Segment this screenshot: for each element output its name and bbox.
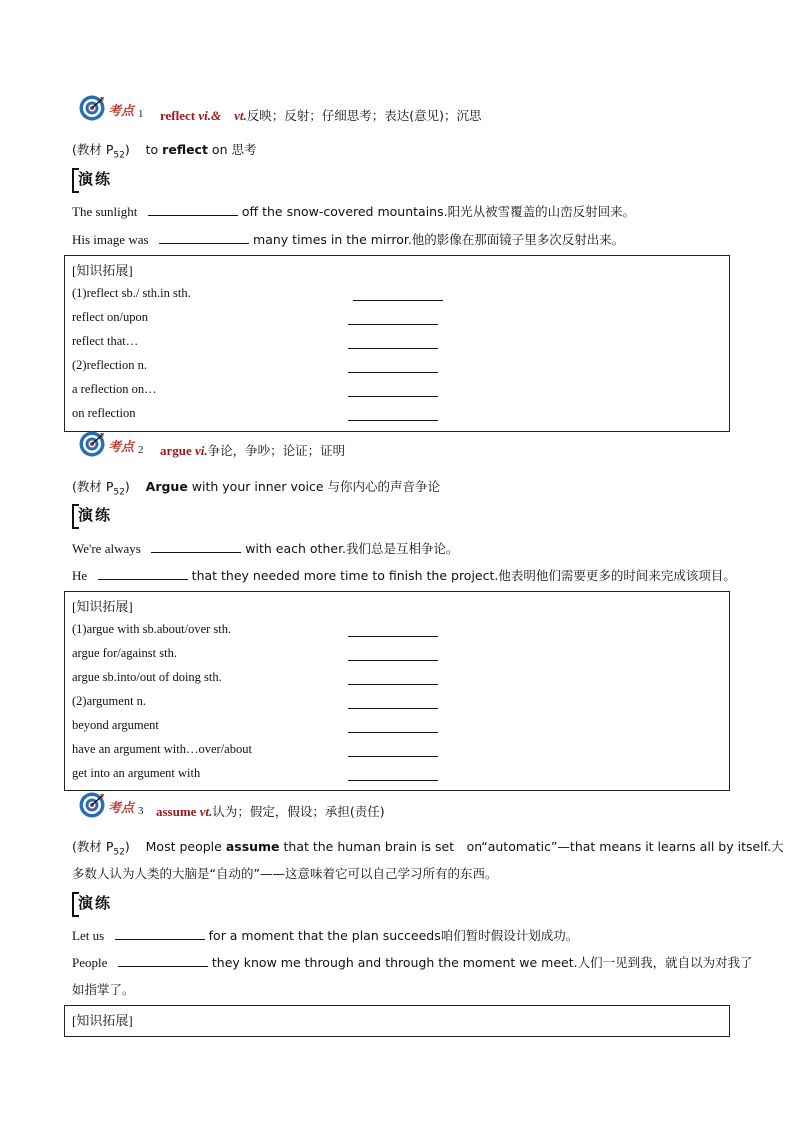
exercise-2-1: We're always with each other.我们总是互相争论。 (72, 541, 459, 556)
source-suffix: ) (124, 142, 130, 157)
answer-blank[interactable] (348, 779, 438, 781)
box-item: on reflection (72, 406, 136, 420)
textbook-source-3: (教材 $P_{52}$) Most people assume that the human brain is set on“automatic”—that means it learns all by itself.大 (72, 839, 784, 858)
exercise-3-1: Let us for a moment that the plan succeeds咱们暂时假设计划成功。 (72, 928, 579, 943)
box-heading: [知识拓展] (72, 263, 133, 278)
meaning: 反映；反射；仔细思考；表达(意见)；沉思 (246, 108, 482, 123)
kaodian-entry (160, 105, 482, 124)
source-phrase-bold: reflect (162, 142, 208, 157)
box-item: (2)reflection n. (72, 358, 147, 372)
box-item: beyond argument (72, 718, 159, 732)
part-of-speech: vt. (199, 804, 213, 819)
kaodian-label: 考点 (108, 801, 135, 816)
answer-blank[interactable] (98, 567, 188, 580)
answer-blank[interactable] (348, 755, 438, 757)
headword: reflect (160, 108, 196, 123)
source-phrase-post: on 思考 (207, 142, 257, 157)
answer-blank[interactable] (348, 683, 438, 685)
knowledge-box-1 (64, 255, 730, 432)
answer-blank[interactable] (348, 635, 438, 637)
box-item: get into an argument with (72, 766, 201, 780)
box-item: a reflection on… (72, 382, 157, 396)
target-icon (78, 791, 106, 819)
kaodian-label: 考点 (108, 440, 135, 455)
box-item: reflect that… (72, 334, 139, 348)
answer-blank[interactable] (348, 347, 438, 349)
kaodian-3-header (78, 789, 578, 823)
answer-blank[interactable] (348, 371, 438, 373)
kaodian-number: 2 (138, 444, 144, 456)
part-of-speech: vi. (195, 443, 208, 458)
answer-blank[interactable] (353, 299, 443, 301)
source-prefix: (教材 P (72, 142, 114, 157)
source-phrase-pre: to (145, 142, 163, 157)
exercise-2-2: He that they needed more time to finish the project.他表明他们需要更多的时间来完成该项目。 (72, 568, 736, 583)
meaning: 争论，争吵；论证；证明 (207, 443, 346, 458)
knowledge-box-2 (64, 591, 730, 791)
box-item: (2)argument n. (72, 694, 147, 708)
box-item: reflect on/upon (72, 310, 149, 324)
answer-blank[interactable] (348, 323, 438, 325)
answer-blank[interactable] (348, 731, 438, 733)
box-item: have an argument with…over/about (72, 742, 252, 756)
target-icon (78, 430, 106, 458)
knowledge-box-3 (64, 1005, 730, 1037)
drill-heading-3: 演练 (72, 892, 124, 914)
box-item: (1)argue with sb.about/over sth. (72, 622, 232, 636)
answer-blank[interactable] (151, 540, 241, 553)
answer-blank[interactable] (118, 954, 208, 967)
answer-blank[interactable] (115, 927, 205, 940)
kaodian-entry (156, 802, 385, 820)
kaodian-entry (160, 441, 345, 459)
textbook-source-3-line2: 多数人认为人类的大脑是“自动的”——这意味着它可以自己学习所有的东西。 (72, 866, 498, 881)
drill-heading-1: 演练 (72, 168, 124, 190)
box-heading: [知识拓展] (72, 1013, 133, 1028)
exercise-1-1: The sunlight off the snow-covered mountains.阳光从被雪覆盖的山峦反射回来。 (72, 204, 636, 219)
kaodian-number: 3 (138, 805, 144, 817)
exercise-3-2-line2: 如指掌了。 (72, 982, 135, 997)
part-of-speech: vi.& vt. (198, 108, 247, 123)
exercise-3-2: People they know me through and through the moment we meet.人们一见到我，就自以为对我了 (72, 955, 753, 970)
textbook-source-1 (72, 140, 256, 161)
kaodian-1-header (78, 92, 578, 126)
source-page: 52 (113, 150, 125, 161)
answer-blank[interactable] (148, 203, 238, 216)
textbook-source-2: (教材 $P_{52}$) Argue with your inner voice 与你内心的声音争论 (72, 479, 441, 498)
kaodian-2-header (78, 428, 578, 462)
headword: argue (160, 443, 192, 458)
exercise-1-2: His image was many times in the mirror.他的影像在那面镜子里多次反射出来。 (72, 232, 625, 247)
answer-blank[interactable] (348, 419, 438, 421)
target-icon (78, 94, 106, 122)
kaodian-number: 1 (138, 108, 144, 120)
answer-blank[interactable] (159, 231, 249, 244)
answer-blank[interactable] (348, 395, 438, 397)
box-heading: [知识拓展] (72, 599, 133, 614)
drill-heading-2: 演练 (72, 504, 124, 526)
answer-blank[interactable] (348, 659, 438, 661)
box-item: argue sb.into/out of doing sth. (72, 670, 222, 684)
meaning: 认为；假定，假设；承担(责任) (212, 804, 385, 819)
answer-blank[interactable] (348, 707, 438, 709)
box-item: (1)reflect sb./ sth.in sth. (72, 286, 191, 300)
box-item: argue for/against sth. (72, 646, 177, 660)
headword: assume (156, 804, 197, 819)
kaodian-label: 考点 (108, 104, 135, 119)
